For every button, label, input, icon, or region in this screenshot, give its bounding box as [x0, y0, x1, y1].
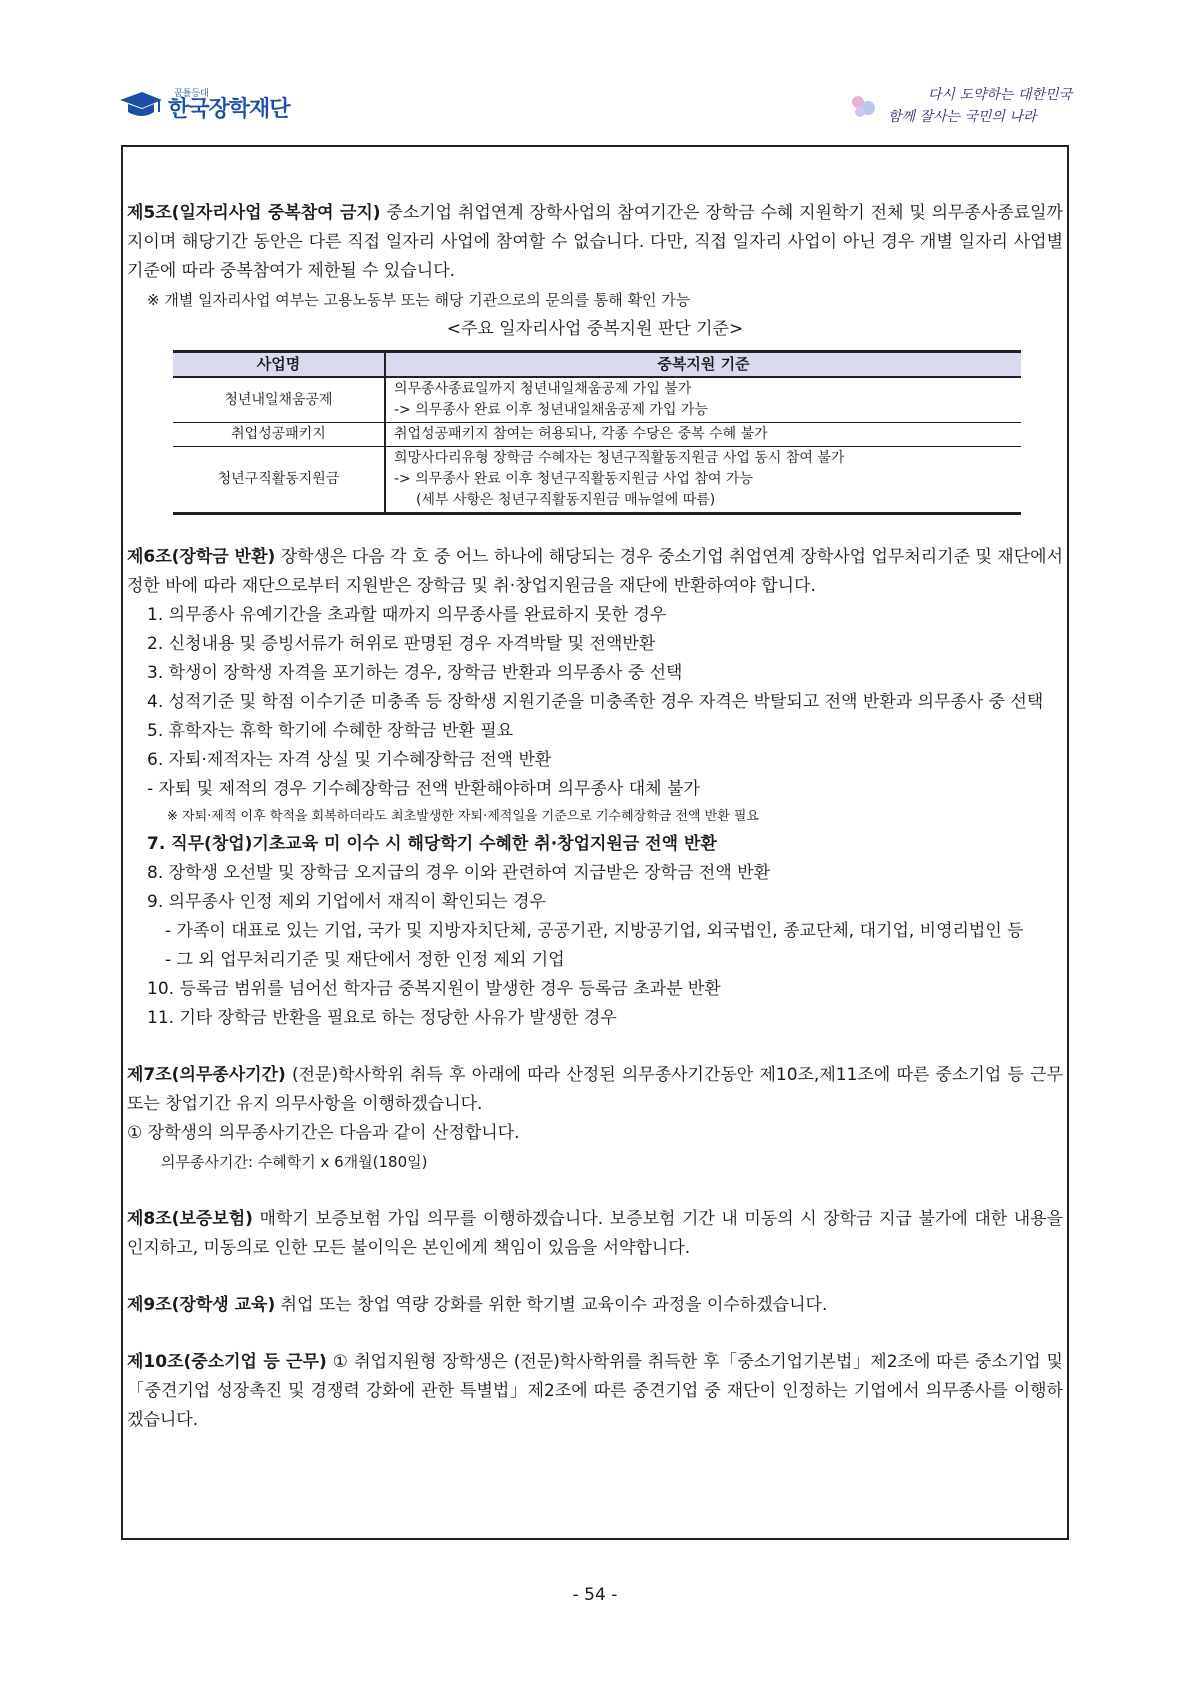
graduation-cap-icon [118, 88, 162, 122]
table-cell-criteria [385, 423, 1021, 447]
document-body [127, 199, 1063, 1435]
logo-small-text: 꿈틀등대 [174, 88, 209, 99]
criteria-line: 취업성공패키지 참여는 허용되나, 각종 수당은 중복 수혜 불가 [394, 426, 768, 442]
table-cell-name: 취업성공패키지 [173, 423, 385, 447]
table-header-row [173, 352, 1021, 378]
list-note: ※ 자퇴·제적 이후 학적을 회복하더라도 최초발생한 자퇴·제적일을 기준으로 기수혜장학금 전액 반환 필요 [167, 809, 760, 824]
article-6 [127, 543, 1063, 601]
list-item: 8. 장학생 오선발 및 장학금 오지급의 경우 이와 관련하여 지급받은 장학금 전액 반환 [147, 863, 770, 883]
table-row [173, 447, 1021, 514]
article-7-text: (전문)학사학위 취득 후 아래에 따라 산정된 의무종사기간동안 제10조,제11조에 따른 중소기업 등 근무 또는 창업기간 유지 의무사항을 이행하겠습니다. [127, 1065, 1063, 1114]
table-caption: <주요 일자리사업 중복지원 판단 기준> [446, 319, 744, 339]
list-item: 4. 성적기준 및 학점 이수기준 미충족 등 장학생 지원기준을 미충족한 경우 자격은 박탈되고 전액 반환과 의무종사 중 선택 [147, 692, 1044, 712]
table-cell-criteria [385, 447, 1021, 514]
kosaf-logo [118, 88, 290, 122]
article-5-note: ※ 개별 일자리사업 여부는 고용노동부 또는 해당 기관으로의 문의를 통해 확인 가능 [147, 291, 691, 309]
criteria-line: -> 의무종사 완료 이후 청년구직활동지원금 사업 참여 가능 [394, 471, 753, 487]
article-5-title: 제5조(일자리사업 중복참여 금지) [127, 203, 381, 223]
article-7-formula: 의무종사기간: 수혜학기 x 6개월(180일) [161, 1153, 428, 1171]
list-item: 2. 신청내용 및 증빙서류가 허위로 판명된 경우 자격박탈 및 전액반환 [147, 634, 656, 654]
logo-main-text: 한국장학재단 [168, 96, 290, 122]
criteria-line: (세부 사항은 청년구직활동지원금 매뉴얼에 따름) [416, 492, 716, 508]
article-7-clause: ① 장학생의 의무종사기간은 다음과 같이 산정합니다. [127, 1123, 520, 1143]
criteria-line: 희망사다리유형 장학금 수혜자는 청년구직활동지원금 사업 동시 참여 불가 [394, 450, 845, 466]
column-header: 중복지원 기준 [385, 352, 1021, 378]
article-6-title: 제6조(장학금 반환) [127, 547, 276, 567]
slogan-emblem-icon [846, 88, 882, 124]
list-item: 6. 자퇴·제적자는 자격 상실 및 기수혜장학금 전액 반환 [147, 750, 552, 770]
article-8 [127, 1205, 1063, 1263]
table-cell-name: 청년내일채움공제 [173, 377, 385, 423]
article-7 [127, 1061, 1063, 1119]
list-subitem: - 자퇴 및 제적의 경우 기수혜장학금 전액 반환해야하며 의무종사 대체 불가 [147, 779, 700, 799]
article-10-title: 제10조(중소기업 등 근무) [127, 1352, 327, 1372]
article-8-text: 매학기 보증보험 가입 의무를 이행하겠습니다. 보증보험 기간 내 미동의 시 장학금 지급 불가에 대한 내용을 인지하고, 미동의로 인한 모든 불이익은 본인에게 책임이 있음을 서약합니다. [127, 1209, 1063, 1258]
list-item: 1. 의무종사 유예기간을 초과할 때까지 의무종사를 완료하지 못한 경우 [147, 605, 667, 625]
table-row [173, 423, 1021, 447]
page-number: - 54 - [572, 1585, 618, 1605]
list-item: 11. 기타 장학금 반환을 필요로 하는 정당한 사유가 발생한 경우 [147, 1008, 617, 1028]
list-item: 9. 의무종사 인정 제외 기업에서 재직이 확인되는 경우 [147, 892, 546, 912]
article-9 [127, 1291, 1063, 1320]
table-cell-name: 청년구직활동지원금 [173, 447, 385, 514]
slogan-line1: 다시 도약하는 대한민국 [927, 87, 1072, 103]
article-9-text: 취업 또는 창업 역량 강화를 위한 학기별 교육이수 과정을 이수하겠습니다. [275, 1295, 828, 1315]
list-item-bold: 7. 직무(창업)기초교육 미 이수 시 해당학기 수혜한 취·창업지원금 전액 반환 [147, 834, 717, 854]
government-slogan [846, 84, 1072, 128]
criteria-line: -> 의무종사 완료 이후 청년내일채움공제 가입 가능 [394, 402, 708, 418]
content-frame [121, 145, 1069, 1540]
list-item: 5. 휴학자는 휴학 학기에 수혜한 장학금 반환 필요 [147, 721, 514, 741]
article-10 [127, 1348, 1063, 1435]
article-5-text: 중소기업 취업연계 장학사업의 참여기간은 장학금 수혜 지원학기 전체 및 의무종사종료일까지이며 해당기간 동안은 다른 직접 일자리 사업에 참여할 수 없습니다. 다만, 직접 일자리 사업이 아닌 경우 개별 일자리 사업별 기준에 따라 중복참여가 제한될 수 있습니다. [127, 203, 1063, 281]
article-7-title: 제7조(의무종사기간) [127, 1065, 286, 1085]
list-item: 10. 등록금 범위를 넘어선 학자금 중복지원이 발생한 경우 등록금 초과분 반환 [147, 979, 721, 999]
list-item: 3. 학생이 장학생 자격을 포기하는 경우, 장학금 반환과 의무종사 중 선택 [147, 663, 683, 683]
page-header [0, 0, 1190, 140]
slogan-line2: 함께 잘사는 국민의 나라 [887, 109, 1037, 125]
article-9-title: 제9조(장학생 교육) [127, 1295, 276, 1315]
criteria-line: 의무종사종료일까지 청년내일채움공제 가입 불가 [394, 381, 692, 397]
article-6-text: 장학생은 다음 각 호 중 어느 하나에 해당되는 경우 중소기업 취업연계 장학사업 업무처리기준 및 재단에서 정한 바에 따라 재단으로부터 지원받은 장학금 및 취·창업지원금을 재단에 반환하여야 합니다. [127, 547, 1063, 596]
list-subitem: - 그 외 업무처리기준 및 재단에서 정한 인정 제외 기업 [165, 950, 565, 970]
table-row [173, 377, 1021, 423]
article-5 [127, 199, 1063, 286]
duplicate-support-table [173, 350, 1021, 515]
article-8-title: 제8조(보증보험) [127, 1209, 253, 1229]
table-cell-criteria [385, 377, 1021, 423]
list-subitem: - 가족이 대표로 있는 기업, 국가 및 지방자치단체, 공공기관, 지방공기업, 외국법인, 종교단체, 대기업, 비영리법인 등 [165, 921, 1024, 941]
column-header: 사업명 [173, 352, 385, 378]
article-10-text: ① 취업지원형 장학생은 (전문)학사학위를 취득한 후「중소기업기본법」제2조에 따른 중소기업 및「중견기업 성장촉진 및 경쟁력 강화에 관한 특별법」제2조에 따른 중견기업 중 재단이 인정하는 기업에서 의무종사를 이행하겠습니다. [127, 1352, 1063, 1430]
